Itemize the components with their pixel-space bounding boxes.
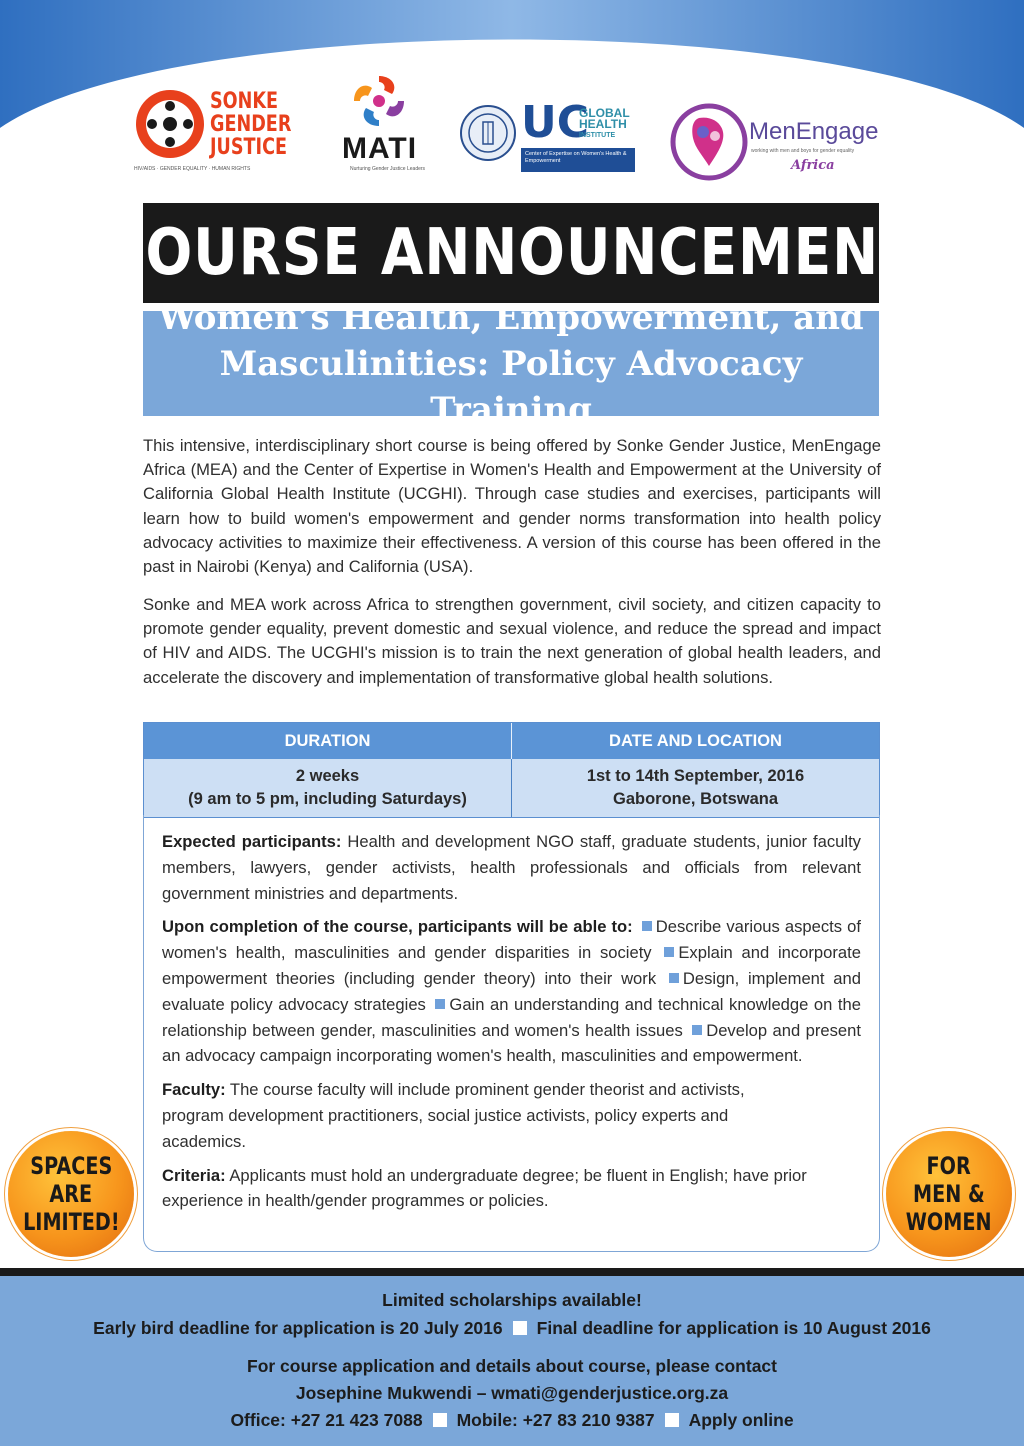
criteria-info	[162, 1163, 861, 1215]
menengage-tagline: working with men and boys for gender equality	[751, 148, 855, 154]
gender-word: GENDER	[210, 112, 292, 137]
duration-hours: (9 am to 5 pm, including Saturdays)	[188, 790, 467, 808]
uc-global-health-institute-logo	[455, 62, 645, 182]
mobile-phone: Mobile: +27 83 210 9387	[456, 1410, 655, 1430]
office-phone: Office: +27 21 423 7088	[230, 1410, 423, 1430]
course-title-box	[143, 297, 879, 430]
outcome-item: Gain an understanding and technical knowledge on the relationship between gender, masculinities and women's health issues	[162, 994, 861, 1040]
table-row	[144, 759, 879, 817]
course-location: Gaborone, Botswana	[612, 790, 779, 808]
badge-line: SPACES	[29, 1152, 113, 1180]
learning-outcomes	[162, 914, 861, 1069]
bullet-icon	[664, 947, 674, 957]
deadlines-line	[0, 1318, 1024, 1339]
sonke-tagline: HIV/AIDS · GENDER EQUALITY · HUMAN RIGHTS	[134, 166, 251, 172]
duration-value: 2 weeks	[295, 767, 360, 785]
footer-contact-panel	[0, 1276, 1024, 1446]
uc-center-bar: Center of Expertise on Women's Health & Empowerment	[521, 148, 635, 172]
menengage-word: MenEngage	[749, 118, 879, 145]
mati-word: MATI	[342, 132, 418, 165]
sonke-emblem-icon	[134, 88, 206, 160]
badge-line: MEN &	[913, 1180, 985, 1208]
mati-tagline: Nurturing Gender Justice Leaders	[350, 166, 426, 172]
banner-title: COURSE ANNOUNCEMENT	[104, 216, 918, 290]
bullet-icon	[642, 921, 652, 931]
criteria-text: Applicants must hold an undergraduate degree; be fluent in English; have prior experience in health/gender programmes or policies.	[162, 1165, 807, 1211]
menengage-africa-logo	[665, 62, 900, 182]
badge-line: WOMEN	[906, 1208, 992, 1236]
criteria-label: Criteria:	[162, 1165, 226, 1185]
partner-logos	[130, 62, 900, 182]
for-men-women-badge	[886, 1131, 1012, 1257]
outcome-item: Develop and present an advocacy campaign incorporating women's health, masculinities and empowerment.	[162, 1020, 861, 1066]
faculty-label: Faculty:	[162, 1080, 226, 1100]
intro-paragraph-2: Sonke and MEA work across Africa to strengthen government, civil society, and citizen capacity to promote gender equality, prevent domestic and sexual violence, and reduce the spread and impact of HIV and AIDS. The UCGHI's mission is to train the next generation of global health leaders, and accelerate the discovery and implementation of transformative global health solutions.	[143, 595, 881, 687]
sonke-word: SONKE	[210, 89, 279, 114]
course-title-line2: Masculinities: Policy Advocacy Training	[219, 343, 803, 430]
intro-paragraph-1: This intensive, interdisciplinary short course is being offered by Sonke Gender Justice, MenEngage Africa (MEA) and the Center of Expertise in Women's Health and Empowerment at the University of California Global Health Institute (UCGHI). Through case studies and exercises, participants will learn how to build women's empowerment and gender norms transformation into health policy advocacy activities to maximize their effectiveness. A version of this course has been offered in the past in Nairobi (Kenya) and California (USA).	[143, 436, 881, 577]
outcome-item: Design, implement and evaluate policy advocacy strategies	[162, 968, 861, 1014]
apply-online-link[interactable]: Apply online	[688, 1410, 794, 1430]
phone-line	[0, 1410, 1024, 1431]
course-details-box	[143, 815, 880, 1252]
uc-health-word: HEALTH	[579, 117, 627, 131]
uc-global-word: GLOBAL	[579, 106, 630, 120]
scholarships-note: Limited scholarships available!	[382, 1290, 642, 1310]
early-bird-deadline: Early bird deadline for application is 20 July 2016	[93, 1318, 503, 1338]
sonke-gender-justice-logo	[130, 62, 295, 182]
contact-intro: For course application and details about course, please contact	[247, 1356, 777, 1376]
faculty-text: The course faculty will include prominent gender theorist and activists, program development practitioners, social justice activists, policy experts and academics.	[162, 1080, 745, 1151]
spaces-limited-badge	[8, 1131, 134, 1257]
bullet-icon	[692, 1025, 702, 1035]
participants-text: Health and development NGO staff, graduate students, junior faculty members, lawyers, gender activists, health professionals and officials from relevant government ministries and departments.	[162, 832, 861, 903]
date-location-cell	[511, 759, 879, 817]
expected-participants	[162, 829, 861, 906]
date-location-header: DATE AND LOCATION	[511, 723, 879, 759]
table-header-row	[144, 723, 879, 759]
mati-logo	[330, 62, 430, 182]
mati-emblem-icon	[348, 70, 410, 132]
course-dates: 1st to 14th September, 2016	[586, 767, 805, 785]
completion-label: Upon completion of the course, participants will be able to:	[162, 917, 633, 937]
contact-person: Josephine Mukwendi – wmati@genderjustice.org.za	[295, 1383, 729, 1403]
duration-cell	[144, 759, 511, 817]
footer-divider	[0, 1268, 1024, 1276]
outcome-item: Describe various aspects of women's health, masculinities and gender disparities in society	[162, 917, 861, 963]
separator-square-icon	[665, 1413, 679, 1427]
participants-label: Expected participants:	[162, 832, 342, 851]
menengage-region: Africa	[791, 158, 835, 173]
badge-line: FOR	[926, 1152, 972, 1180]
course-info-table	[143, 722, 880, 818]
bullet-icon	[435, 999, 445, 1009]
bullet-icon	[669, 973, 679, 983]
outcome-item: Explain and incorporate empowerment theories (including gender theory) into their work	[162, 943, 861, 988]
justice-word: JUSTICE	[210, 135, 288, 160]
duration-header: DURATION	[284, 731, 371, 750]
uc-word: UC	[521, 97, 590, 148]
uc-seal-icon	[459, 104, 517, 162]
uc-institute-word: INSTITUTE	[579, 132, 616, 139]
separator-square-icon	[433, 1413, 447, 1427]
badge-line: LIMITED!	[22, 1208, 120, 1236]
final-deadline: Final deadline for application is 10 August 2016	[536, 1318, 931, 1338]
faculty-info	[162, 1077, 861, 1154]
course-title-line1: Women’s Health, Empowerment, and	[158, 297, 864, 338]
separator-square-icon	[513, 1321, 527, 1335]
menengage-emblem-icon	[669, 102, 749, 182]
badge-line: ARE	[49, 1180, 93, 1208]
course-announcement-banner	[104, 203, 918, 303]
